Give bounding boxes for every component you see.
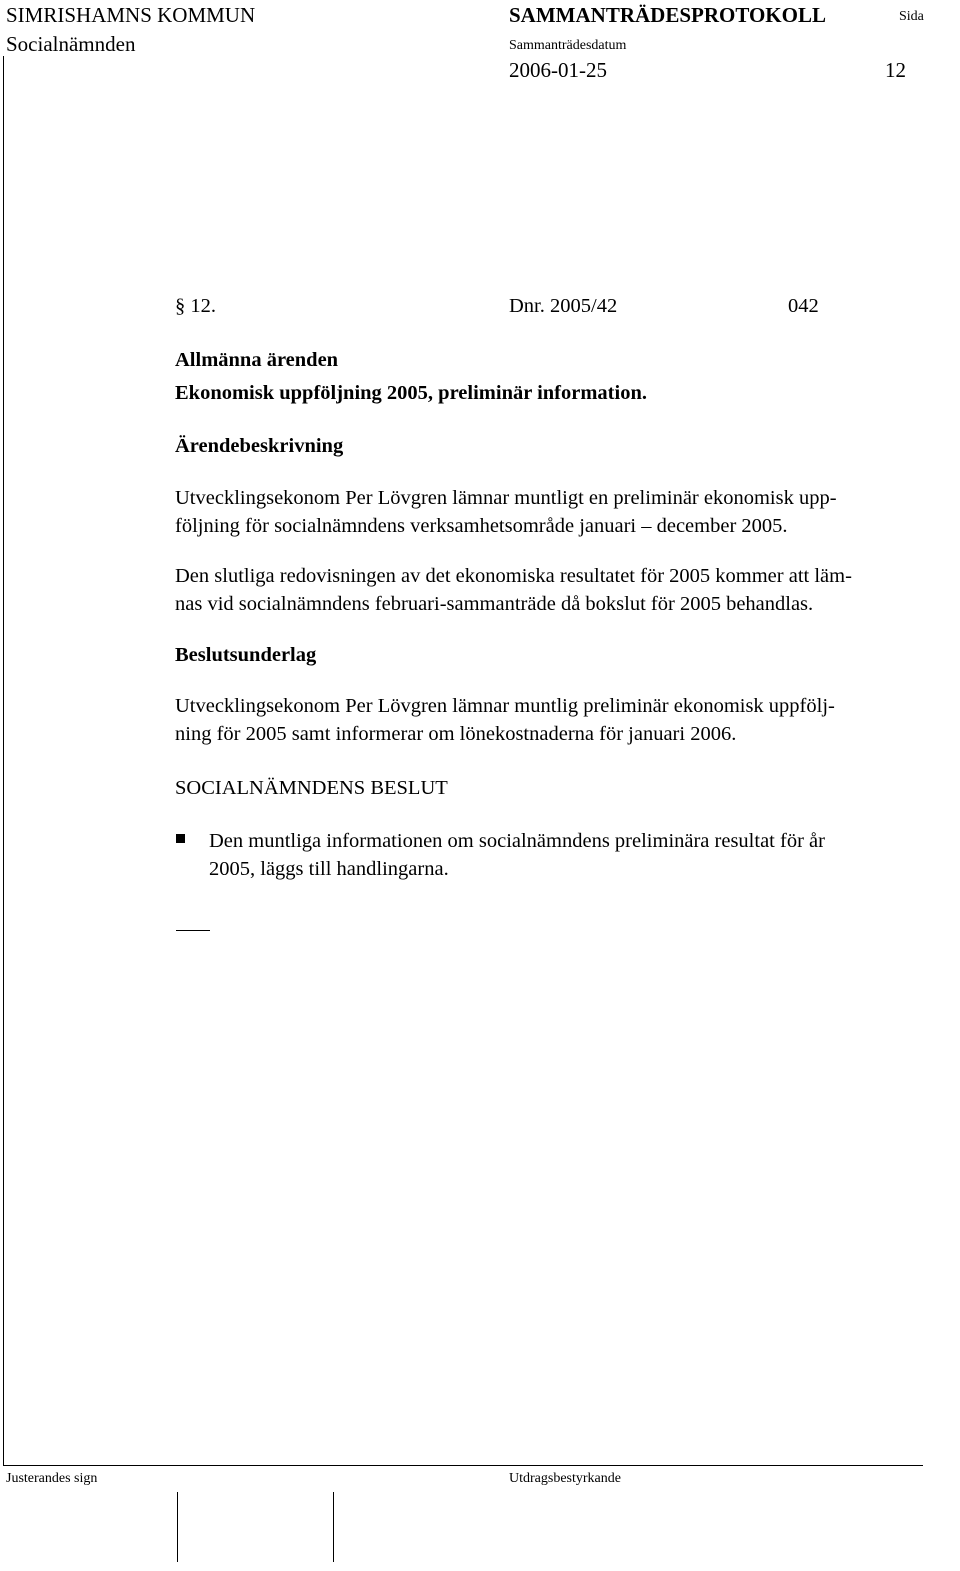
decision-item-line2: 2005, läggs till handlingarna. bbox=[209, 858, 449, 880]
signature-box-divider-1 bbox=[177, 1492, 178, 1562]
section-number: § 12. bbox=[175, 295, 216, 317]
diary-number: Dnr. 2005/42 bbox=[509, 295, 618, 317]
page-number: 12 bbox=[885, 58, 906, 82]
description-p1-line1: Utvecklingsekonom Per Lövgren lämnar muntligt en preliminär ekonomisk upp- bbox=[175, 487, 837, 509]
description-p2-line2: nas vid socialnämndens februari-sammanträde då bokslut för 2005 behandlas. bbox=[175, 593, 814, 615]
description-heading: Ärendebeskrivning bbox=[175, 435, 344, 457]
closing-rule bbox=[176, 930, 210, 931]
basis-line1: Utvecklingsekonom Per Lövgren lämnar muntlig preliminär ekonomisk uppfölj- bbox=[175, 695, 835, 717]
description-p1-line2: följning för socialnämndens verksamhetsområde januari – december 2005. bbox=[175, 515, 788, 537]
meeting-date: 2006-01-25 bbox=[509, 58, 607, 82]
left-margin-rule bbox=[3, 56, 4, 1466]
document-type: SAMMANTRÄDESPROTOKOLL bbox=[509, 3, 826, 27]
municipality-name: SIMRISHAMNS KOMMUN bbox=[6, 3, 256, 27]
footer-top-rule bbox=[3, 1465, 923, 1466]
committee-name: Socialnämnden bbox=[6, 32, 136, 56]
signature-box-divider-2 bbox=[333, 1492, 334, 1562]
page-label: Sida bbox=[899, 9, 924, 24]
basis-line2: ning för 2005 samt informerar om lönekostnaderna för januari 2006. bbox=[175, 723, 737, 745]
decision-item-line1: Den muntliga informationen om socialnämndens preliminära resultat för år bbox=[209, 830, 825, 852]
bullet-icon bbox=[176, 834, 185, 843]
item-title-line1: Allmänna ärenden bbox=[175, 349, 339, 371]
item-title-line2: Ekonomisk uppföljning 2005, preliminär information. bbox=[175, 382, 647, 404]
certified-label: Utdragsbestyrkande bbox=[509, 1471, 621, 1486]
archive-code: 042 bbox=[788, 295, 819, 317]
sign-label: Justerandes sign bbox=[6, 1471, 98, 1486]
basis-heading: Beslutsunderlag bbox=[175, 644, 317, 666]
description-p2-line1: Den slutliga redovisningen av det ekonomiska resultatet för 2005 kommer att läm- bbox=[175, 565, 852, 587]
meeting-date-label: Sammanträdesdatum bbox=[509, 38, 627, 53]
decision-heading: SOCIALNÄMNDENS BESLUT bbox=[175, 777, 448, 799]
